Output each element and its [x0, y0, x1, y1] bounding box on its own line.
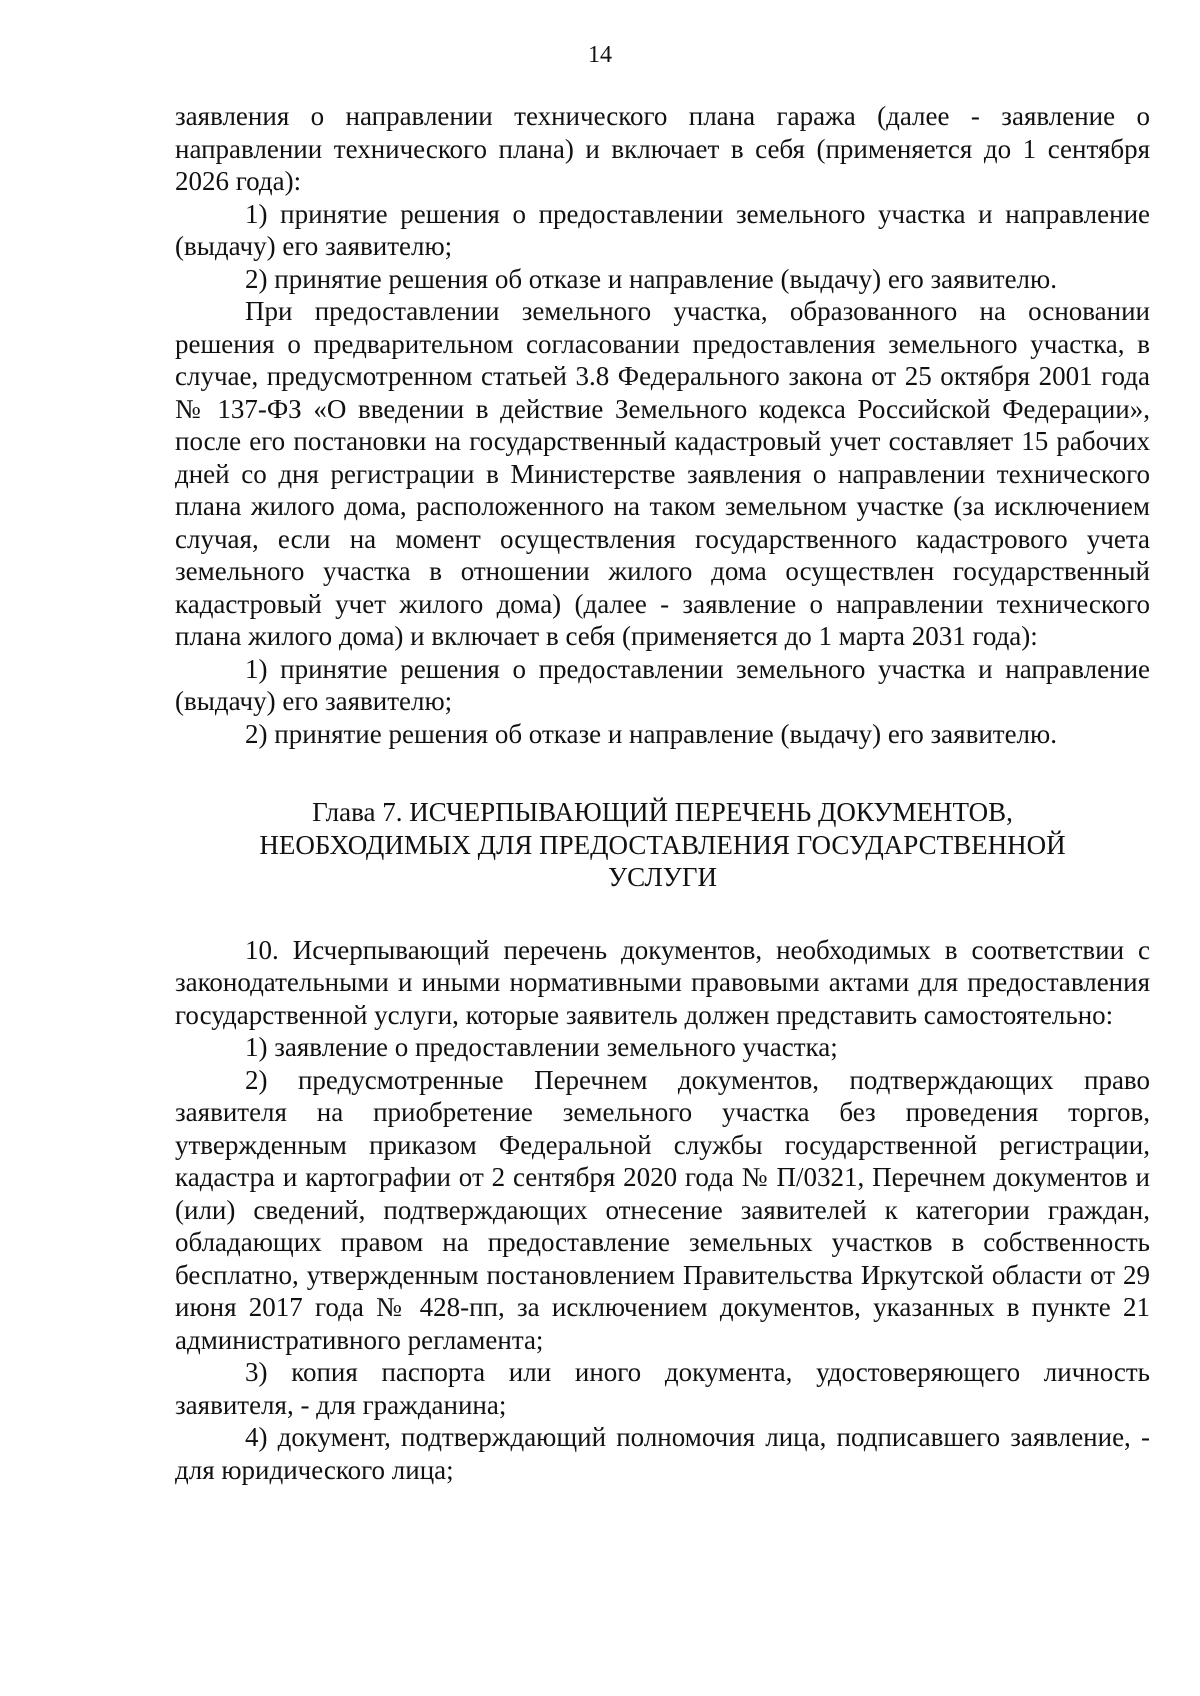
list-item-passport-copy: 3) копия паспорта или иного документа, удостоверяющего личность заявителя, - для гражданина;: [175, 1357, 1150, 1420]
paragraph-house-plan-term: При предоставлении земельного участка, образованного на основании решения о предварительном согласовании предоставления земельного участка, в случае, предусмотренном статьей 3.8 Федерального закона от 25 октября 2001 года № 137-ФЗ «О введении в действие Земельного кодекса Российской Федерации», после его постановки на государственный кадастровый учет составляет 15 рабочих дней со дня регистрации в Министерстве заявления о направлении технического плана жилого дома, расположенного на таком земельном участке (за исключением случая, если на момент осуществления государственного кадастрового учета земельного участка в отношении жилого дома осуществлен государственный кадастровый учет жилого дома) (далее - заявление о направлении технического плана жилого дома) и включает в себя (применяется до 1 марта 2031 года):: [175, 296, 1150, 651]
list-item-garage-decision-refusal: 2) принятие решения об отказе и направление (выдачу) его заявителю.: [245, 263, 1057, 294]
list-item-house-decision-grant: 1) принятие решения о предоставлении земельного участка и направление (выдачу) его заявителю;: [175, 653, 1150, 716]
chapter-heading-line-2: НЕОБХОДИМЫХ ДЛЯ ПРЕДОСТАВЛЕНИЯ ГОСУДАРСТВЕННОЙ: [259, 829, 1066, 860]
document-body: [175, 100, 1150, 1486]
chapter-heading: [175, 796, 1150, 894]
list-item-application: 1) заявление о предоставлении земельного участка;: [245, 1032, 838, 1062]
list-item-house-decision-refusal: 2) принятие решения об отказе и направление (выдачу) его заявителю.: [245, 718, 1057, 749]
page-number: 14: [588, 42, 612, 68]
list-item-authority-document: 4) документ, подтверждающий полномочия лица, подписавшего заявление, - для юридического лица;: [175, 1422, 1150, 1485]
paragraph-intro-continuation: заявления о направлении технического плана гаража (далее - заявление о направлении технического плана) и включает в себя (применяется до 1 сентября 2026 года):: [175, 101, 1150, 196]
paragraph-item-10: 10. Исчерпывающий перечень документов, необходимых в соответствии с законодательными и иными нормативными правовыми актами для предоставления государственной услуги, которые заявитель должен представить самостоятельно:: [175, 934, 1150, 1030]
list-item-rights-documents: 2) предусмотренные Перечнем документов, подтверждающих право заявителя на приобретение земельного участка без проведения торгов, утвержденным приказом Федеральной службы государственной регистрации, кадастра и картографии от 2 сентября 2020 года № П/0321, Перечнем документов и (или) сведений, подтверждающих отнесение заявителей к категории граждан, обладающих правом на предоставление земельных участков в собственность бесплатно, утвержденным постановлением Правительства Иркутской области от 29 июня 2017 года № 428-пп, за исключением документов, указанных в пункте 21 административного регламента;: [175, 1064, 1150, 1355]
chapter-heading-line-3: УСЛУГИ: [608, 862, 717, 892]
chapter-heading-line-1: Глава 7. ИСЧЕРПЫВАЮЩИЙ ПЕРЕЧЕНЬ ДОКУМЕНТОВ,: [312, 797, 1013, 827]
list-item-garage-decision-grant: 1) принятие решения о предоставлении земельного участка и направление (выдачу) его заявителю;: [175, 198, 1150, 261]
